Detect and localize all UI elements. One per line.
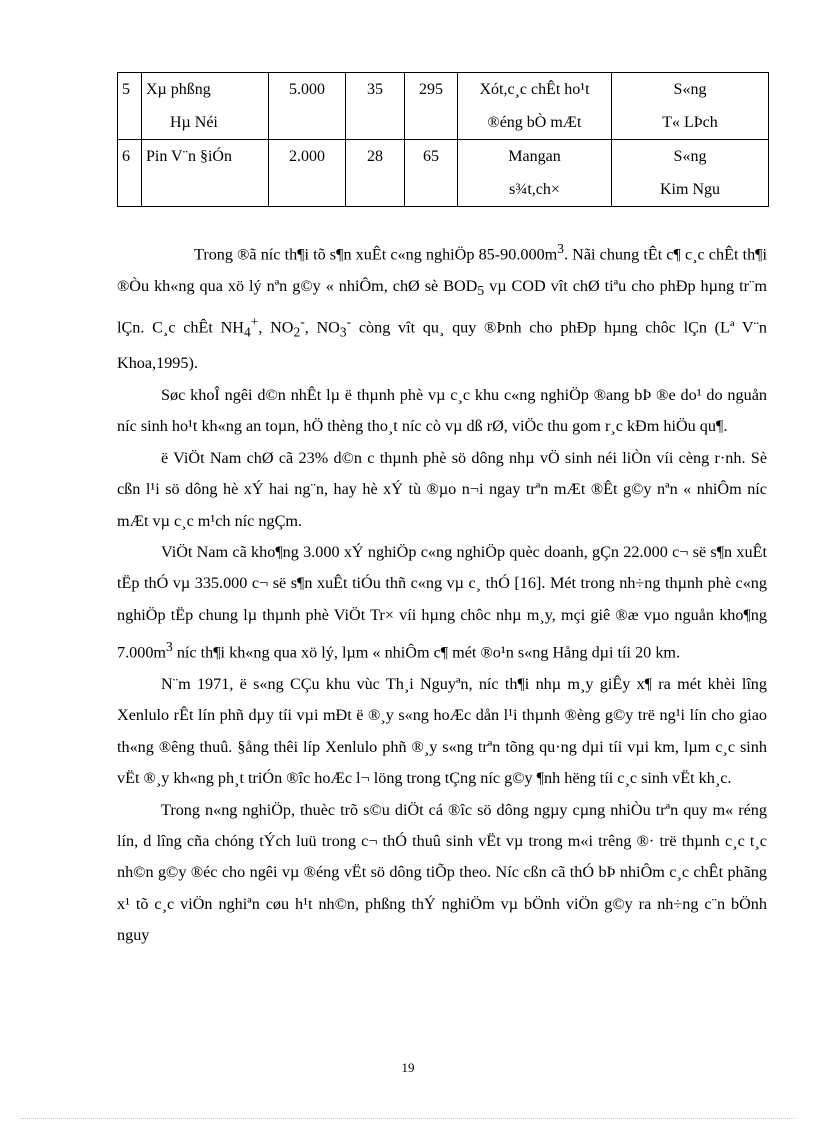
pollutant-line2: ®éng bÒ mÆt — [487, 114, 582, 131]
page-bottom-divider — [20, 1118, 796, 1119]
facility-name-line2: Hµ Néi — [170, 114, 218, 131]
paragraph-5: N¨m 1971, ë s«ng CÇu khu vùc Th¸i Nguyªn, níc th¶i nhµ m¸y giÊy x¶ ra mét khèi lîng Xenlulo rÊt lín phñ dµy tíi vµi mÐt ë ®¸y s«ng hoÆc dån l¹i thµnh ®èng g©y trë ng¹i lín cho giao th«ng ®êng thuû. §ång thêi líp Xenlulo phñ ®¸y s«ng trªn tõng qu·ng dµi tíi vµi km, lµm c¸c sinh vËt ®¸y kh«ng ph¸t triÓn ®îc hoÆc l¬ löng trong tÇng níc g©y ¶nh hëng tíi c¸c sinh vËt kh¸c. — [117, 674, 767, 788]
paragraph-4 — [117, 537, 767, 669]
superscript: 3 — [166, 639, 173, 655]
paragraph-2: Søc khoÎ ngêi d©n nhÊt lµ ë thµnh phè vµ c¸c khu c«ng nghiÖp ®ang bÞ ®e do¹ do nguån níc sinh ho¹t kh«ng an toµn, hÖ thèng tho¸t níc cò vµ dß rØ, viÖc thu gom r¸c kÐm hiÖu qu¶. — [117, 385, 767, 436]
superscript: - — [300, 314, 305, 330]
subscript: 3 — [339, 325, 347, 341]
superscript: 3 — [557, 241, 565, 256]
p1-text-c: vµ COD vît chØ tiªu cho phÐp hµng tr¨m lÇn. C¸c chÊt NH — [117, 276, 767, 337]
superscript: + — [250, 314, 259, 330]
table-value-2: 35 — [346, 73, 405, 140]
p4-text-b: níc th¶i kh«ng qua xö lý, lµm « nhiÔm c¶ mét ®o¹n s«ng Hång dµi tíi 20 km. — [172, 643, 681, 662]
row-number: 6 — [118, 140, 142, 207]
table-row — [118, 73, 769, 140]
paragraph-6: Trong n«ng nghiÖp, thuèc trõ s©u diÖt cá ®îc sö dông ngµy cµng nhiÒu trªn quy m« réng lín, d lîng cña chóng tÝch luü trong c¬ thÓ thuû sinh vËt vµ trong m«i trêng ®· trë thµnh c¸c t¸c nh©n g©y ®éc cho ngêi vµ ®éng vËt sö dông tiÕp theo. Níc cßn cã thÓ bÞ nhiÔm c¸c chÊt phãng x¹ tõ c¸c viÖn nghiªn cøu h¹t nh©n, phßng thÝ nghiÖm vµ bÖnh viÖn g©y ra nh÷ng c¨n bÖnh nguy — [117, 800, 767, 945]
pollutant-line1: Mangan — [508, 148, 561, 165]
subscript: 4 — [243, 325, 251, 341]
pollutant-substances — [458, 140, 612, 207]
p1-text-f: còng vît qu¸ quy ®Þnh cho phÐp hµng chôc lÇn (Lª V¨n Khoa,1995). — [117, 318, 767, 373]
river-line1: S«ng — [673, 81, 707, 98]
paragraph-3: ë ViÖt Nam chØ cã 23% d©n c thµnh phè sö dông nhµ vÖ sinh néi liÒn víi cèng r·nh. Sè cßn l¹i sö dông hè xÝ hai ng¨n, hay hè xÝ tù ®µo n¬i ngay trªn mÆt ®Êt g©y nªn « nhiÔm níc mÆt vµ c¸c m¹ch níc ngÇm. — [117, 448, 767, 530]
table-row — [118, 140, 769, 207]
row-number: 5 — [118, 73, 142, 140]
paragraph-1 — [117, 233, 767, 380]
subscript: 2 — [293, 325, 301, 341]
river-line2: T« LÞch — [662, 114, 718, 131]
facility-name-line1: Pin V¨n §iÓn — [146, 148, 232, 165]
pollutant-line2: s¾t,ch× — [509, 181, 560, 198]
pollution-table — [117, 72, 769, 207]
p1-text-e: , NO — [304, 318, 340, 337]
receiving-river — [612, 73, 769, 140]
facility-name — [142, 140, 269, 207]
wastewater-volume: 5.000 — [269, 73, 346, 140]
page-number: 19 — [401, 1060, 415, 1075]
receiving-river — [612, 140, 769, 207]
p1-text-b: . Nãi chung tÊt c¶ c¸c chÊt th¶i ®Òu kh«ng qua xö lý nªn g©y « nhiÔm, chØ sè BOD — [117, 245, 768, 295]
table-value-3: 295 — [405, 73, 458, 140]
river-line2: Kim Ngu — [660, 181, 720, 198]
pollutant-line1: Xót,c¸c chÊt ho¹t — [479, 81, 590, 98]
body-text — [117, 233, 767, 952]
pollutant-substances — [458, 73, 612, 140]
facility-name-line1: Xµ phßng — [146, 81, 211, 98]
p4-text-a: ViÖt Nam cã kho¶ng 3.000 xÝ nghiÖp c«ng nghiÖp quèc doanh, gÇn 22.000 c¬ së s¶n xuÊt tËp thÓ vµ 335.000 c¬ së s¶n xuÊt tiÓu thñ c«ng vµ c¸ thÓ [16]. Mét trong nh÷ng thµnh phè c«ng nghiÖp tËp chung lµ thµnh phè ViÖt Tr× víi hµng chôc nhµ m¸y, mçi giê ®æ vµo nguån kho¶ng 7.000m — [117, 542, 767, 662]
river-line1: S«ng — [673, 148, 707, 165]
table-value-3: 65 — [405, 140, 458, 207]
wastewater-volume: 2.000 — [269, 140, 346, 207]
facility-name — [142, 73, 269, 140]
p1-text-a: Trong ®ã níc th¶i tõ s¶n xuÊt c«ng nghiÖp 85-90.000m — [194, 245, 558, 264]
table-value-2: 28 — [346, 140, 405, 207]
superscript: - — [346, 314, 352, 330]
p1-text-d: , NO — [258, 318, 294, 337]
subscript: 5 — [477, 283, 485, 299]
